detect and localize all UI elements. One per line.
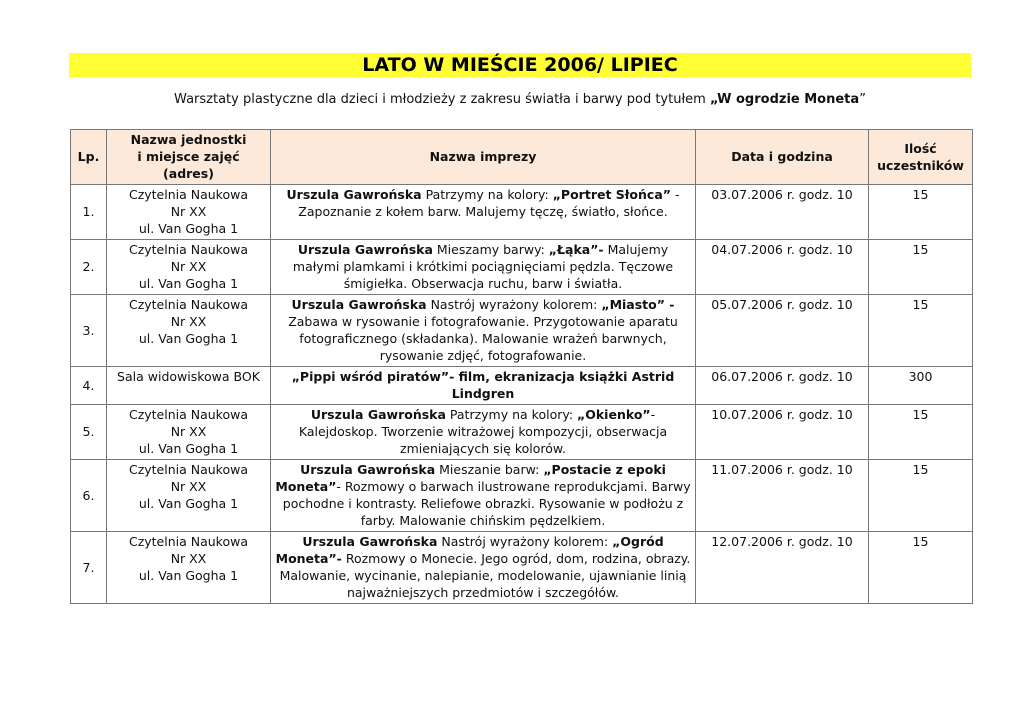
header-count-line1: Ilość: [904, 140, 937, 156]
event-text: - Zapoznanie z kołem barw. Malujemy tęczę, światło, słońce.: [298, 187, 680, 219]
place-line: ul. Van Gogha 1: [138, 496, 239, 511]
place-line: Nr XX: [170, 204, 207, 219]
place-line: Nr XX: [170, 314, 207, 329]
cell-event: [271, 460, 696, 532]
header-date: Data i godzina: [696, 130, 869, 185]
event-bold-text: „Pippi wśród piratów”- film, ekranizacja książki Astrid Lindgren: [291, 369, 675, 401]
event-bold-text: Urszula Gawrońska: [286, 187, 422, 202]
subtitle-text: Warsztaty plastyczne dla dzieci i młodzieży z zakresu światła i barwy pod tytułem: [174, 92, 710, 107]
event-bold-text: „Miasto” -: [601, 297, 675, 312]
table-row: [71, 405, 973, 460]
event-bold-text: Urszula Gawrońska: [297, 242, 433, 257]
cell-lp: 1.: [71, 185, 107, 240]
event-text: Nastrój wyrażony kolorem:: [437, 534, 613, 549]
event-text: Mieszamy barwy:: [432, 242, 549, 257]
table-row: [71, 460, 973, 532]
header-unit: [107, 130, 271, 185]
cell-lp: 2.: [71, 240, 107, 295]
page-subtitle: [69, 91, 971, 109]
cell-date: 03.07.2006 r. godz. 10: [696, 185, 869, 240]
cell-place: [107, 367, 271, 405]
event-bold-text: Urszula Gawrońska: [310, 407, 446, 422]
place-line: Czytelnia Naukowa: [128, 297, 249, 312]
event-text: Rozmowy o Monecie. Jego ogród, dom, rodzina, obrazy. Malowanie, wycinanie, nalepianie, modelowanie, ujawnianie linią najważniejszych przedmiotów i szczegółów.: [279, 551, 691, 600]
event-bold-text: „Ogród Moneta”-: [275, 534, 664, 566]
header-unit-line2: i miejsce zajęć (adres): [137, 149, 240, 181]
cell-lp: 5.: [71, 405, 107, 460]
event-text: Patrzymy na kolory:: [445, 407, 578, 422]
place-line: Nr XX: [170, 259, 207, 274]
table-header-row: [71, 130, 973, 185]
event-bold-text: „Portret Słońca”: [552, 187, 671, 202]
event-bold-text: Urszula Gawrońska: [291, 297, 427, 312]
event-text: - Rozmowy o barwach ilustrowane reprodukcjami. Barwy pochodne i kontrasty. Reliefowe obrazki. Rysowanie w podłożu z farby. Malowanie chińskim pędzelkiem.: [282, 479, 691, 528]
cell-event: [271, 295, 696, 367]
table-row: [71, 367, 973, 405]
cell-event: [271, 532, 696, 604]
table-row: [71, 295, 973, 367]
cell-date: 11.07.2006 r. godz. 10: [696, 460, 869, 532]
cell-place: [107, 240, 271, 295]
cell-date: 12.07.2006 r. godz. 10: [696, 532, 869, 604]
subtitle-end: ”: [859, 92, 866, 107]
event-text: Mieszanie barw:: [435, 462, 544, 477]
cell-date: 04.07.2006 r. godz. 10: [696, 240, 869, 295]
subtitle-workshop-name: „W ogrodzie Moneta: [709, 92, 860, 107]
place-line: ul. Van Gogha 1: [138, 276, 239, 291]
page-title: LATO W MIEŚCIE 2006/ LIPIEC: [69, 53, 971, 77]
cell-event: [271, 185, 696, 240]
place-line: Czytelnia Naukowa: [128, 407, 249, 422]
place-line: Nr XX: [170, 551, 207, 566]
event-bold-text: „Postacie z epoki Moneta”: [275, 462, 666, 494]
cell-count: 300: [869, 367, 973, 405]
table-row: [71, 185, 973, 240]
cell-count: 15: [869, 460, 973, 532]
cell-place: [107, 460, 271, 532]
header-count: [869, 130, 973, 185]
place-line: Sala widowiskowa BOK: [117, 369, 260, 384]
cell-place: [107, 295, 271, 367]
cell-place: [107, 532, 271, 604]
place-line: Czytelnia Naukowa: [128, 534, 249, 549]
cell-count: 15: [869, 295, 973, 367]
header-lp: Lp.: [71, 130, 107, 185]
event-bold-text: Urszula Gawrońska: [300, 462, 436, 477]
event-text: Patrzymy na kolory:: [421, 187, 553, 202]
event-text: Malujemy małymi plamkami i krótkimi pociągnięciami pędzla. Tęczowe śmigiełka. Obserwacja ruchu, barw i światła.: [292, 242, 674, 291]
place-line: ul. Van Gogha 1: [138, 568, 239, 583]
table-row: [71, 240, 973, 295]
event-text: Nastrój wyrażony kolorem:: [426, 297, 602, 312]
cell-lp: 6.: [71, 460, 107, 532]
event-text: - Kalejdoskop. Tworzenie witrażowej kompozycji, obserwacja zmieniających się kolorów.: [298, 407, 668, 456]
header-unit-line1: Nazwa jednostki: [130, 132, 247, 147]
cell-event: [271, 367, 696, 405]
cell-place: [107, 185, 271, 240]
cell-count: 15: [869, 405, 973, 460]
place-line: Nr XX: [170, 479, 207, 494]
header-count-line2: uczestników: [877, 157, 964, 173]
place-line: ul. Van Gogha 1: [138, 331, 239, 346]
table-row: [71, 532, 973, 604]
event-bold-text: „Okienko”: [577, 407, 651, 422]
cell-lp: 4.: [71, 367, 107, 405]
cell-event: [271, 240, 696, 295]
cell-lp: 3.: [71, 295, 107, 367]
event-bold-text: „Łąka”-: [548, 242, 604, 257]
place-line: Czytelnia Naukowa: [128, 187, 249, 202]
cell-date: 06.07.2006 r. godz. 10: [696, 367, 869, 405]
header-event: Nazwa imprezy: [271, 130, 696, 185]
place-line: Nr XX: [170, 424, 207, 439]
cell-date: 10.07.2006 r. godz. 10: [696, 405, 869, 460]
cell-count: 15: [869, 240, 973, 295]
cell-place: [107, 405, 271, 460]
cell-date: 05.07.2006 r. godz. 10: [696, 295, 869, 367]
place-line: ul. Van Gogha 1: [138, 221, 239, 236]
place-line: Czytelnia Naukowa: [128, 242, 249, 257]
cell-count: 15: [869, 185, 973, 240]
table-body: [71, 185, 973, 604]
place-line: ul. Van Gogha 1: [138, 441, 239, 456]
event-bold-text: Urszula Gawrońska: [302, 534, 438, 549]
cell-count: 15: [869, 532, 973, 604]
cell-lp: 7.: [71, 532, 107, 604]
cell-event: [271, 405, 696, 460]
event-text: Zabawa w rysowanie i fotografowanie. Przygotowanie aparatu fotograficznego (składanka). Malowanie wrażeń barwnych, rysowanie zdjęć, fotografowanie.: [288, 314, 678, 363]
place-line: Czytelnia Naukowa: [128, 462, 249, 477]
schedule-table: [70, 129, 973, 604]
